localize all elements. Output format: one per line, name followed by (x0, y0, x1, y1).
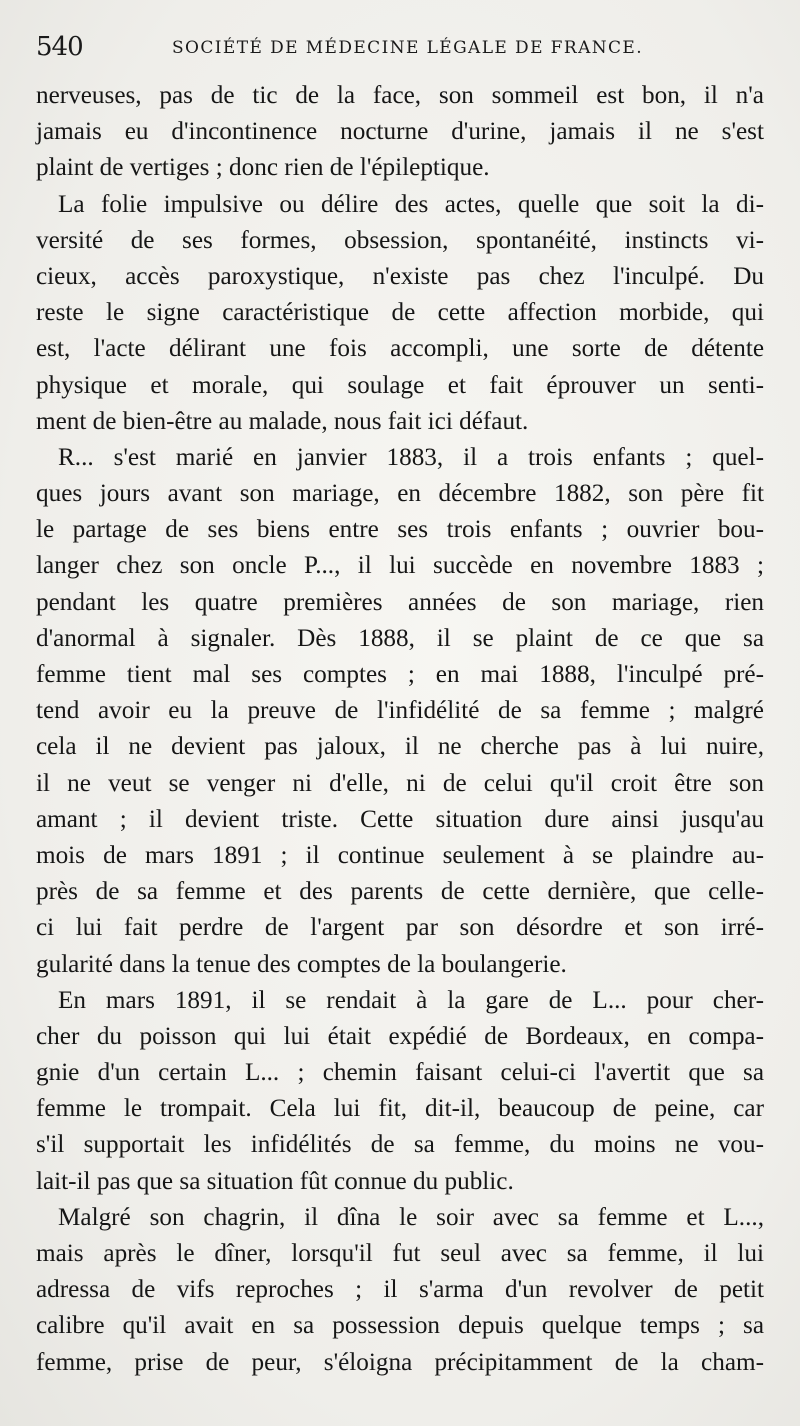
text-line: gularité dans la tenue des comptes de la boulangerie. (36, 950, 567, 978)
text-line: La folie impulsive ou délire des actes, quelle que soit la di- (58, 190, 764, 218)
text-line: près de sa femme et des parents de cette dernière, que celle- (36, 878, 764, 906)
body-text (36, 78, 764, 1381)
text-line: lait-il pas que sa situation fût connue du public. (36, 1167, 514, 1195)
text-line: nerveuses, pas de tic de la face, son sommeil est bon, il n'a (36, 82, 764, 109)
text-line: s'il supportait les infidélités de sa femme, du moins ne vou- (36, 1131, 764, 1159)
running-title: SOCIÉTÉ DE MÉDECINE LÉGALE DE FRANCE. (172, 38, 644, 58)
text-line: il ne veut se venger ni d'elle, ni de celui qu'il croit être son (36, 769, 764, 797)
text-line: versité de ses formes, obsession, spontanéité, instincts vi- (36, 226, 764, 254)
paragraph (36, 983, 764, 1200)
text-line: est, l'acte délirant une fois accompli, une sorte de détente (36, 335, 764, 363)
text-line: cieux, accès paroxystique, n'existe pas chez l'inculpé. Du (36, 262, 764, 290)
text-line: jamais eu d'incontinence nocturne d'urine, jamais il ne s'est (36, 118, 764, 146)
text-line: tend avoir eu la preuve de l'infidélité de sa femme ; malgré (36, 697, 764, 725)
text-line: adressa de vifs reproches ; il s'arma d'un revolver de petit (36, 1276, 764, 1304)
text-line: physique et morale, qui soulage et fait éprouver un senti- (36, 371, 764, 399)
text-line: gnie d'un certain L... ; chemin faisant celui-ci l'avertit que sa (36, 1059, 764, 1087)
text-line: cher du poisson qui lui était expédié de Bordeaux, en compa- (36, 1022, 764, 1050)
text-line: ques jours avant son mariage, en décembre 1882, son père fit (36, 480, 764, 508)
text-line: ci lui fait perdre de l'argent par son désordre et son irré- (36, 914, 764, 942)
text-line: amant ; il devient triste. Cette situation dure ainsi jusqu'au (36, 805, 764, 833)
text-line: femme le trompait. Cela lui fit, dit-il, beaucoup de peine, car (36, 1095, 764, 1123)
text-line: calibre qu'il avait en sa possession depuis quelque temps ; sa (36, 1312, 764, 1340)
paragraph (36, 1200, 764, 1381)
paragraph (36, 440, 764, 983)
text-line: En mars 1891, il se rendait à la gare de L... pour cher- (58, 986, 764, 1014)
text-line: femme tient mal ses comptes ; en mai 1888, l'inculpé pré- (36, 661, 764, 688)
text-line: d'anormal à signaler. Dès 1888, il se plaint de ce que sa (36, 624, 764, 652)
text-line: mois de mars 1891 ; il continue seulement à se plaindre au- (36, 841, 764, 869)
text-line: Malgré son chagrin, il dîna le soir avec sa femme et L..., (58, 1203, 764, 1231)
text-line: mais après le dîner, lorsqu'il fut seul avec sa femme, il lui (36, 1240, 764, 1267)
paragraph (36, 78, 764, 187)
text-line: femme, prise de peur, s'éloigna précipitamment de la cham- (36, 1348, 764, 1376)
page-number: 540 (36, 32, 83, 62)
text-line: R... s'est marié en janvier 1883, il a trois enfants ; quel- (58, 443, 764, 471)
text-line: langer chez son oncle P..., il lui succède en novembre 1883 ; (36, 552, 764, 580)
text-line: pendant les quatre premières années de son mariage, rien (36, 588, 764, 616)
running-header (36, 30, 776, 66)
paragraph (36, 187, 764, 440)
text-line: reste le signe caractéristique de cette affection morbide, qui (36, 299, 764, 327)
text-line: ment de bien-être au malade, nous fait ici défaut. (36, 407, 529, 435)
text-line: plaint de vertiges ; donc rien de l'épileptique. (36, 154, 490, 182)
text-line: cela il ne devient pas jaloux, il ne cherche pas à lui nuire, (36, 733, 764, 761)
text-line: le partage de ses biens entre ses trois enfants ; ouvrier bou- (36, 516, 764, 544)
